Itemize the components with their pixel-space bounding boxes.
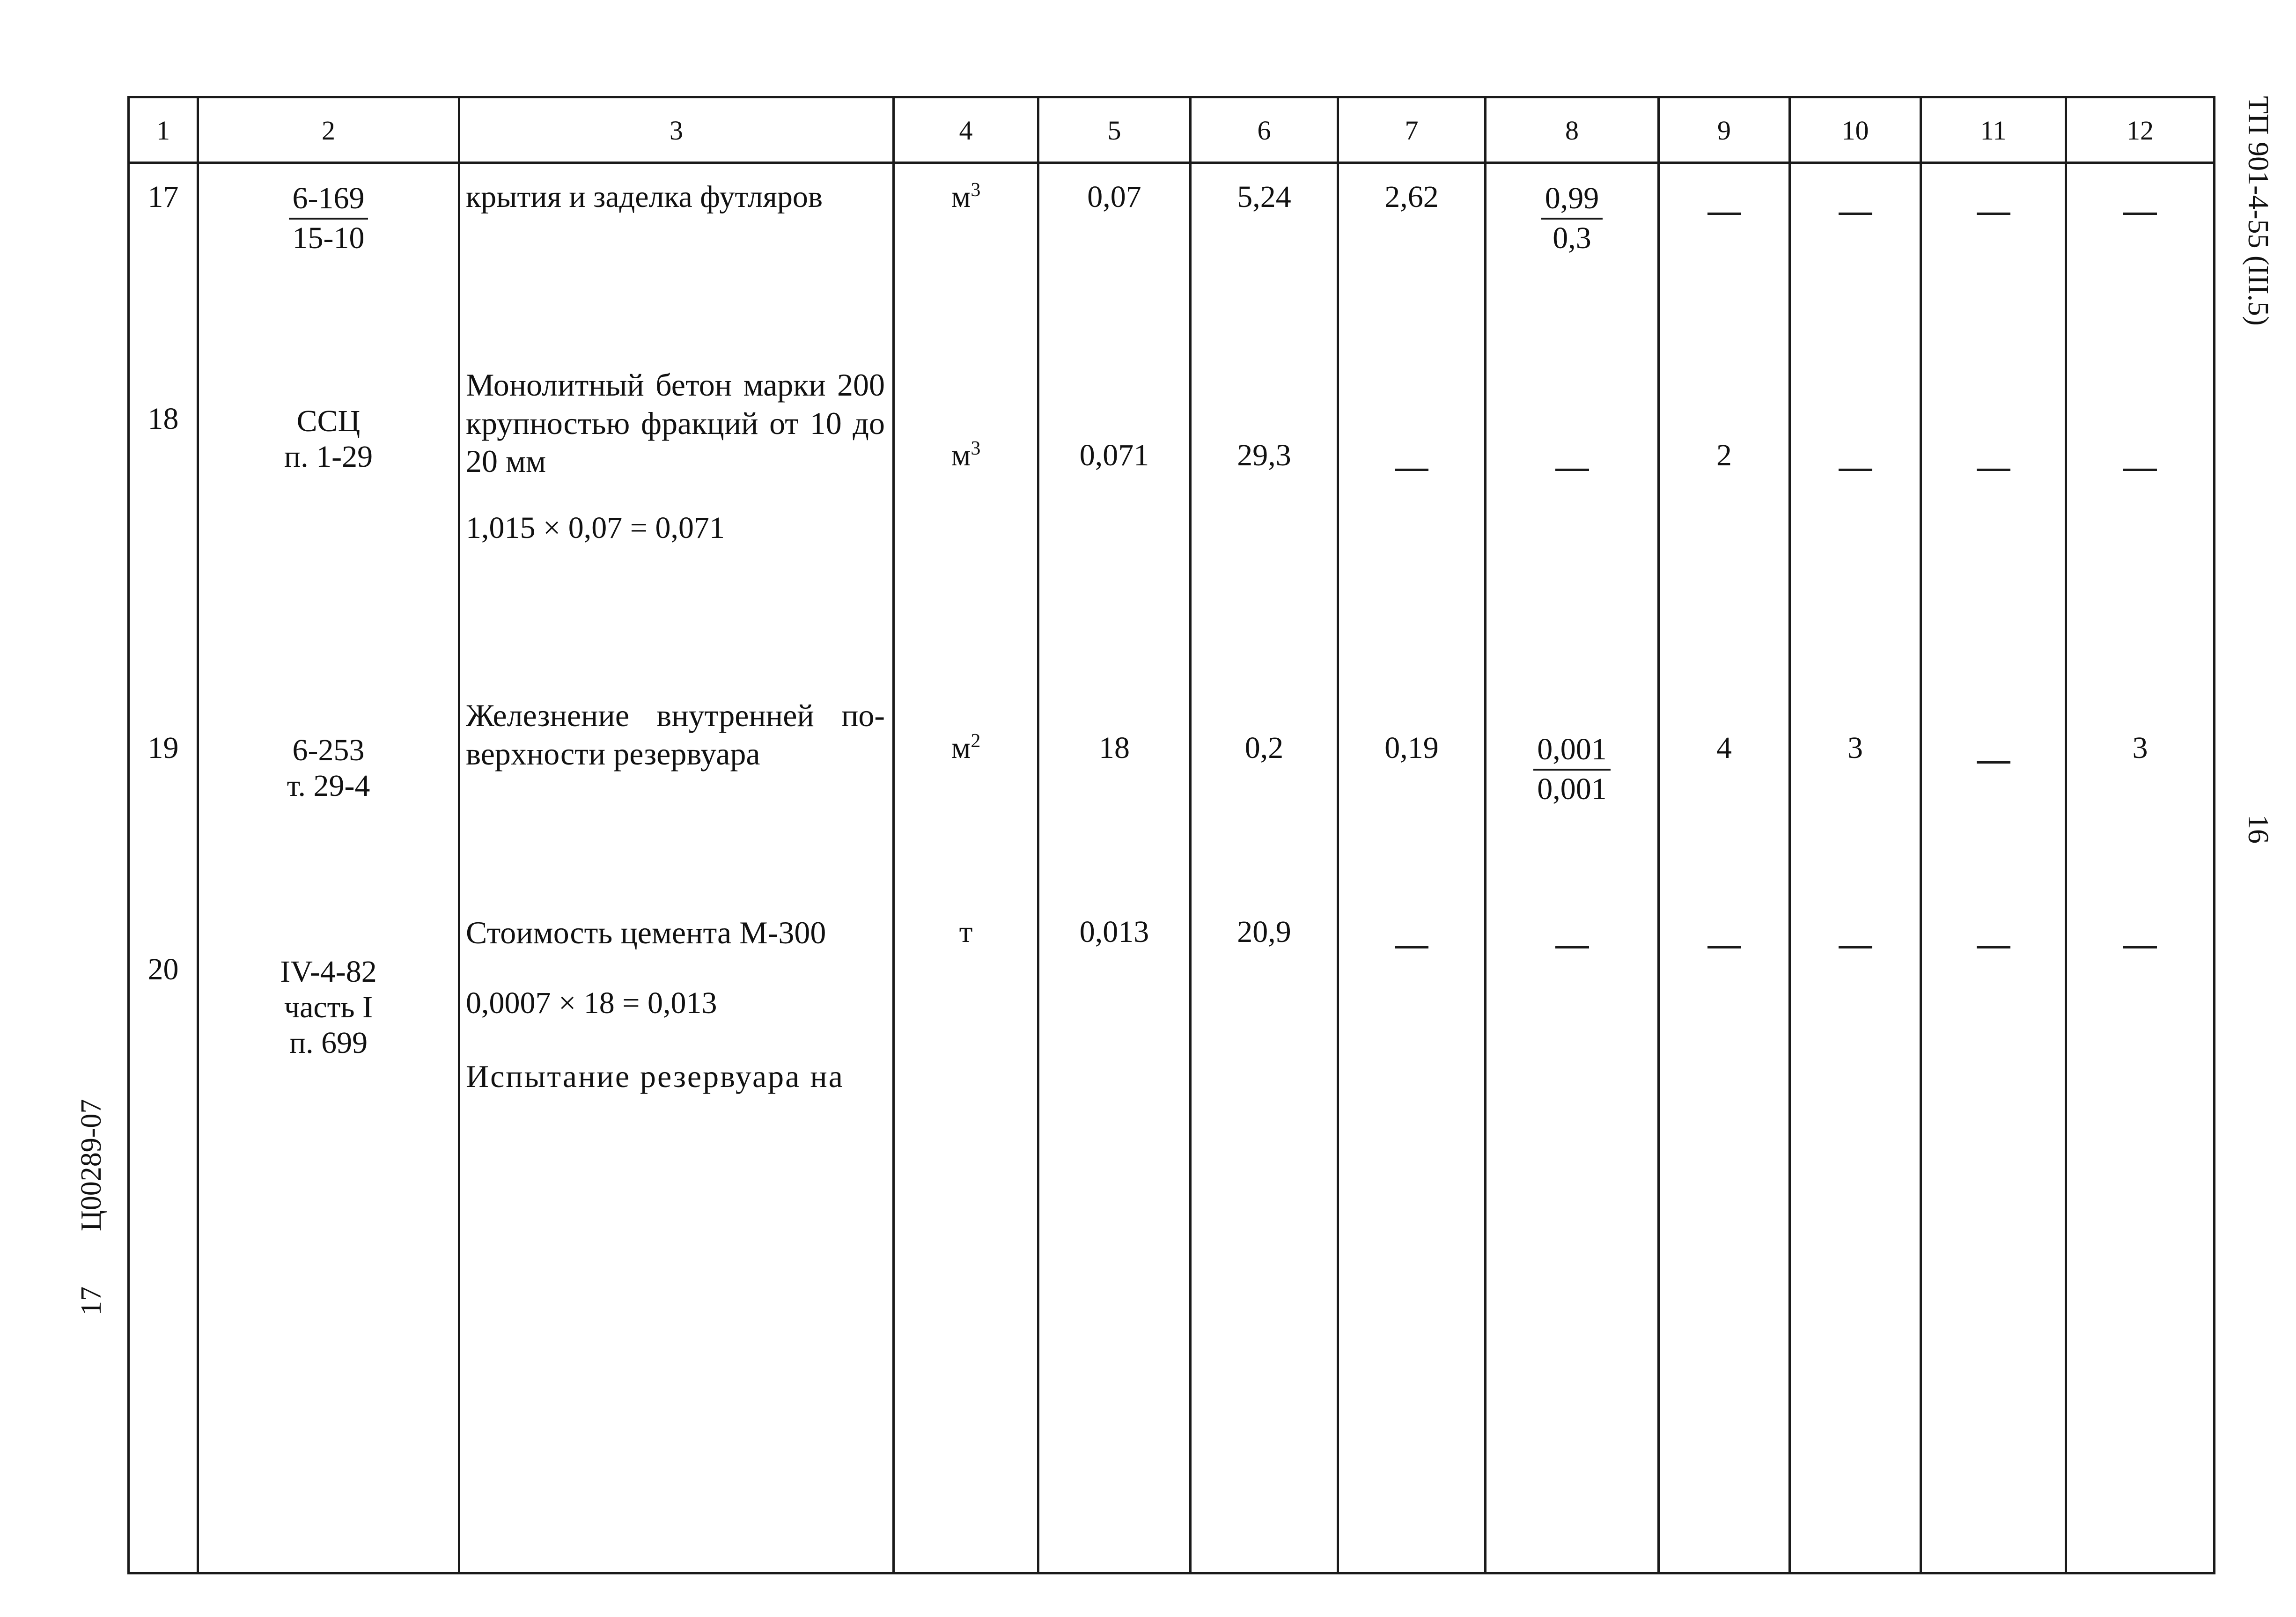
- column-rule: [458, 96, 460, 1574]
- page-number-right: 16: [2242, 815, 2274, 844]
- norm-reference: IV-4-82 часть I п. 699: [280, 955, 377, 1060]
- column-header: 3: [670, 115, 683, 146]
- value-fraction: $\frac{0,99}{0,3}$: [1541, 182, 1603, 255]
- unit: $м^2$: [951, 730, 981, 765]
- work-description: Стоимость цемента М-300: [466, 915, 826, 950]
- dash-mark: [1922, 744, 2065, 775]
- dash-mark: [1922, 452, 2065, 483]
- dash-mark: [1339, 929, 1484, 960]
- norm-reference: ССЦ п. 1-29: [284, 404, 373, 474]
- row-number: 20: [147, 952, 179, 986]
- calculation: 1,015 × 0,07 = 0,071: [466, 511, 725, 545]
- value-col6: 0,2: [1244, 731, 1284, 765]
- column-header: 8: [1565, 115, 1579, 146]
- row-number: 17: [147, 180, 179, 214]
- unit: т: [959, 915, 973, 949]
- dash-mark: [1791, 452, 1920, 483]
- value-col6: 29,3: [1237, 438, 1291, 472]
- column-header: 4: [959, 115, 973, 146]
- dash-mark: [1791, 196, 1920, 227]
- norm-reference: [199, 182, 458, 255]
- dash-mark: [1660, 929, 1788, 960]
- header-bottom-rule: [127, 162, 2215, 164]
- reference-fraction: $\frac{6-169}{15-10}$: [289, 182, 368, 255]
- row-number: 18: [147, 402, 179, 436]
- dash-mark: [1922, 929, 2065, 960]
- column-header: 9: [1717, 115, 1731, 146]
- column-header: 12: [2127, 115, 2154, 146]
- quantity: 0,071: [1079, 438, 1149, 472]
- work-description-continued: Испытание резервуара на: [466, 1058, 844, 1094]
- column-rule: [1337, 96, 1339, 1574]
- row-number: 19: [147, 731, 179, 765]
- column-rule: [2213, 96, 2215, 1574]
- column-rule: [197, 96, 199, 1574]
- unit: $м^3$: [951, 438, 981, 472]
- value-fraction: $\frac{0,001}{0,001}$: [1533, 733, 1611, 806]
- dash-mark: [1339, 452, 1484, 483]
- column-header: 1: [156, 115, 170, 146]
- column-header: 11: [1980, 115, 2007, 146]
- column-header: 5: [1107, 115, 1121, 146]
- column-rule: [2065, 96, 2067, 1574]
- column-header: 10: [1841, 115, 1869, 146]
- column-header: 7: [1405, 115, 1419, 146]
- quantity: 0,07: [1087, 180, 1141, 214]
- column-rule: [892, 96, 895, 1574]
- column-rule: [1484, 96, 1487, 1574]
- dash-mark: [1487, 452, 1657, 483]
- work-description: крытия и заделка футляров: [466, 180, 823, 214]
- dash-mark: [2067, 196, 2213, 227]
- value-col8: [1487, 733, 1657, 806]
- document-code: ТП 901-4-55 (III.5): [2242, 96, 2274, 326]
- value-col6: 5,24: [1237, 180, 1291, 214]
- column-rule: [1788, 96, 1791, 1574]
- norm-reference: 6-253 т. 29-4: [287, 733, 370, 803]
- dash-mark: [1922, 196, 2065, 227]
- value-col7: 2,62: [1384, 180, 1439, 214]
- dash-mark: [2067, 929, 2213, 960]
- table-bottom-rule: [127, 1572, 2215, 1574]
- value-col12: 3: [2132, 731, 2148, 765]
- column-rule: [1920, 96, 1922, 1574]
- column-rule: [1189, 96, 1192, 1574]
- page-number-left: 17: [75, 1286, 107, 1316]
- calculation: 0,0007 × 18 = 0,013: [466, 986, 717, 1020]
- unit: $м^3$: [951, 179, 981, 214]
- column-header: 6: [1257, 115, 1271, 146]
- quantity: 0,013: [1079, 915, 1149, 949]
- dash-mark: [2067, 452, 2213, 483]
- value-col7: 0,19: [1384, 731, 1439, 765]
- dash-mark: [1487, 929, 1657, 960]
- value-col6: 20,9: [1237, 915, 1291, 949]
- value-col9: 2: [1716, 438, 1732, 472]
- value-col8: [1487, 182, 1657, 255]
- dash-mark: [1791, 929, 1920, 960]
- work-description: Железнение внутренней по-верхности резервуара: [466, 698, 885, 772]
- column-header: 2: [322, 115, 335, 146]
- work-description: Монолитный бетон марки 200 крупностью фракций от 10 до 20 мм: [466, 367, 885, 479]
- column-rule: [1657, 96, 1660, 1574]
- value-col10: 3: [1847, 731, 1863, 765]
- table-top-rule: [127, 96, 2215, 98]
- sheet-code: Ц00289-07: [75, 1099, 107, 1231]
- quantity: 18: [1099, 731, 1130, 765]
- column-rule: [127, 96, 130, 1574]
- dash-mark: [1660, 196, 1788, 227]
- column-rule: [1037, 96, 1039, 1574]
- value-col9: 4: [1716, 731, 1732, 765]
